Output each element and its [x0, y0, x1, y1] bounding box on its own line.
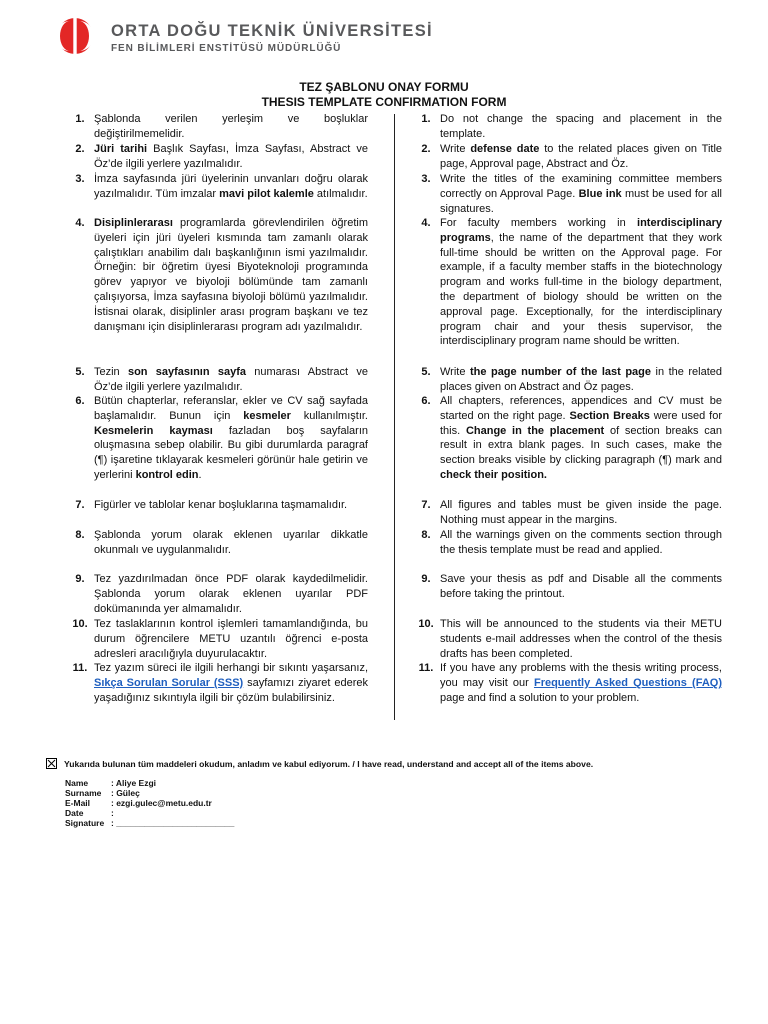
item-number: 8. — [75, 529, 85, 541]
list-item — [412, 661, 722, 705]
list-item — [412, 365, 722, 395]
item-text: Write the page number of the last page in the related places given on Abstract and Öz pages. — [440, 366, 722, 393]
column-divider — [394, 114, 395, 720]
item-number: 6. — [421, 395, 431, 407]
list-item — [66, 661, 368, 705]
item-text: Tez yazdırılmadan önce PDF olarak kaydedilmelidir. Şablonda yorum olarak eklenen uyarılar PDF dokümanında yer almamalıdır. — [94, 573, 368, 615]
date-row — [65, 808, 234, 818]
signature-label: Signature — [65, 818, 105, 828]
item-number: 2. — [421, 143, 431, 155]
item-text: İmza sayfasında jüri üyelerinin unvanları doğru olarak yazılmalıdır. Tüm imzalar mavi pilot kalemle atılmalıdır. — [94, 173, 368, 200]
item-text: This will be announced to the students via their METU students e-mail addresses when the control of the thesis drafts has been completed. — [440, 618, 722, 660]
item-number: 7. — [421, 499, 431, 511]
list-item — [66, 172, 368, 202]
item-text: All figures and tables must be given inside the page. Nothing must appear in the margins. — [440, 499, 722, 526]
item-text: Write defense date to the related places given on Title page, Approval page, Abstract and Öz. — [440, 143, 723, 170]
item-text: Bütün chapterlar, referanslar, ekler ve CV sağ sayfada başlamalıdır. Bunun için kesmeler kullanılmıştır. Kesmelerin kayması fazladan boş sayfaların oluşmasına sebep olabilir. Bu gibi durumlarda paragraf (¶) işaretine tıklayarak kesmeleri görünür hale getirin ve yerlerini kontrol edin. — [94, 395, 368, 481]
list-item — [66, 528, 368, 558]
item-number: 4. — [75, 217, 85, 229]
list-item — [66, 112, 368, 142]
student-info — [65, 778, 234, 828]
date-value: : — [111, 808, 114, 818]
item-number: 1. — [75, 113, 85, 125]
item-number: 11. — [72, 662, 88, 674]
item-text: For faculty members working in interdisciplinary programs, the name of the department that they work full-time should be written on the Approval page. For example, if a faculty member staffs in the biotechnology program and works full-time in the biology department, the department of biology should be written on the approval page. Exceptionally, for the interdisciplinary program chair and your thesis supervisor, the interdisciplinary program name should be written. — [440, 217, 722, 348]
item-text: Do not change the spacing and placement in the template. — [440, 113, 722, 140]
acceptance-checkbox[interactable] — [46, 758, 57, 769]
name-value: : Aliye Ezgi — [111, 778, 157, 788]
institute-name: FEN BİLİMLERİ ENSTİTÜSÜ MÜDÜRLÜĞÜ — [111, 43, 342, 54]
metu-logo-icon — [55, 16, 101, 56]
name-label: Name — [65, 778, 89, 788]
list-item — [412, 528, 722, 558]
item-number: 7. — [75, 499, 85, 511]
item-number: 4. — [421, 217, 431, 229]
list-item — [412, 216, 722, 349]
header — [55, 16, 475, 58]
university-name: ORTA DOĞU TEKNİK ÜNİVERSİTESİ — [111, 22, 433, 40]
email-label: E-Mail — [65, 798, 91, 808]
list-item — [412, 617, 722, 661]
acceptance-text: Yukarıda bulunan tüm maddeleri okudum, anladım ve kabul ediyorum. / I have read, understand and accept all of the items above. — [64, 758, 594, 769]
list-item — [412, 112, 722, 142]
form-title-tr: TEZ ŞABLONU ONAY FORMU — [299, 80, 469, 94]
item-text: Write the titles of the examining committee members correctly on Approval Page. Blue ink must be used for all signatures. — [440, 173, 722, 215]
list-item — [412, 394, 722, 483]
list-item — [412, 498, 722, 528]
surname-row — [65, 788, 234, 798]
item-text: All the warnings given on the comments section through the thesis template must be read and applied. — [440, 529, 722, 556]
list-item — [66, 394, 368, 483]
list-item — [66, 142, 368, 172]
name-row — [65, 778, 234, 788]
list-item — [66, 617, 368, 661]
list-item — [66, 216, 368, 334]
item-number: 9. — [421, 573, 431, 585]
item-number: 8. — [421, 529, 431, 541]
item-number: 2. — [75, 143, 85, 155]
item-number: 10. — [418, 618, 434, 630]
date-label: Date — [65, 808, 84, 818]
list-item — [412, 172, 722, 216]
item-number: 5. — [421, 366, 431, 378]
item-text: If you have any problems with the thesis writing process, you may visit our Frequently Asked Questions (FAQ) page and find a solution to your problem. — [440, 662, 722, 704]
item-text: Jüri tarihi Başlık Sayfası, İmza Sayfası, Abstract ve Öz’de ilgili yerlere yazılmalıdır. — [94, 143, 369, 170]
item-text: Disiplinlerarası programlarda görevlendirilen öğretim üyeleri için jüri üyeleri kısmında tam zamanlı olarak çalıştıkları anabilim dalı başkanlığının ismi yazılmalıdır. Örneğin: bir öğretim üyesi Biyoteknoloji programında görev yapıyor ve biyoloji bölümünde tam zamanlı çalışıyorsa, İmza sayfasına biyoloji bölümü yazılmalıdır. İstisnai olarak, disiplinler arası program başkanı ve tez danışmanı için disiplinlerarası program adı yazılmalıdır. — [94, 217, 368, 333]
surname-label: Surname — [65, 788, 102, 798]
item-number: 9. — [75, 573, 85, 585]
list-item — [66, 572, 368, 616]
item-number: 1. — [421, 113, 431, 125]
item-number: 3. — [75, 173, 85, 185]
item-number: 3. — [421, 173, 431, 185]
item-text: Tez taslaklarının kontrol işlemleri tamamlandığında, bu durum öğrencilere METU uzantılı öğrenci e-posta adresleri aracılığıyla duyurulacaktır. — [94, 618, 368, 660]
surname-value: : Güleç — [111, 788, 140, 798]
email-value: : ezgi.gulec@metu.edu.tr — [111, 798, 212, 808]
signature-row — [65, 818, 234, 828]
list-item — [412, 142, 722, 172]
list-item — [66, 498, 368, 513]
acceptance-row — [46, 758, 736, 769]
item-text: Save your thesis as pdf and Disable all the comments before taking the printout. — [440, 573, 722, 600]
list-item — [66, 365, 368, 395]
list-item — [412, 572, 722, 602]
item-number: 10. — [72, 618, 88, 630]
item-text: Şablonda yorum olarak eklenen uyarılar dikkatle okunmalı ve uygulanmalıdır. — [94, 529, 368, 556]
email-row — [65, 798, 234, 808]
item-number: 5. — [75, 366, 85, 378]
item-text: Tez yazım süreci ile ilgili herhangi bir sıkıntı yaşarsanız, Sıkça Sorulan Sorular (SSS) sayfamızı ziyaret ederek yaşadığınız sıkıntıyla ilgili bir çözüm bulabilirsiniz. — [94, 662, 368, 704]
item-number: 6. — [75, 395, 85, 407]
item-text: All chapters, references, appendices and CV must be started on the right page. Section Breaks were used for this. Change in the placement of section breaks can result in extra blank pages. In such cases, make the section breaks visible by clicking paragraph (¶) mark and check their position. — [440, 395, 722, 481]
item-text: Figürler ve tablolar kenar boşluklarına taşmamalıdır. — [94, 499, 348, 511]
signature-value: : _________________________ — [111, 818, 235, 828]
form-title — [0, 80, 768, 110]
form-title-en: THESIS TEMPLATE CONFIRMATION FORM — [261, 95, 507, 109]
item-text: Tezin son sayfasının sayfa numarası Abstract ve Öz’de ilgili yerlere yazılmalıdır. — [94, 366, 368, 393]
item-text: Şablonda verilen yerleşim ve boşluklar değiştirilmemelidir. — [94, 113, 368, 140]
item-number: 11. — [418, 662, 434, 674]
